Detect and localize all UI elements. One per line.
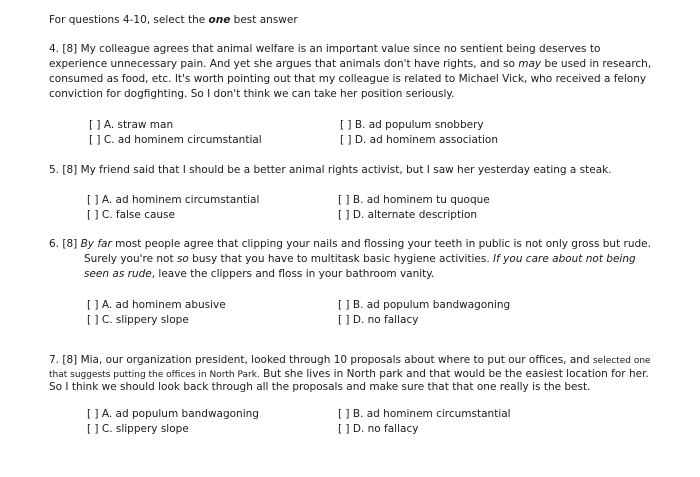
- question-5-option-a[interactable]: [ ] A. ad hominem circumstantial: [87, 194, 260, 206]
- instructions-prefix: For questions 4-10, select the: [49, 14, 209, 26]
- question-6-text: busy that you have to multitask basic hygiene activities.: [188, 253, 494, 265]
- question-4-option-b[interactable]: [ ] B. ad populum snobbery: [340, 119, 484, 131]
- question-7-option-c[interactable]: [ ] C. slippery slope: [87, 423, 189, 435]
- question-6-text: most people agree that clipping your nails and flossing your teeth in public is not only gross but rude.: [111, 238, 651, 250]
- question-5-option-b[interactable]: [ ] B. ad hominem tu quoque: [338, 194, 490, 206]
- question-4-line-3: consumed as food, etc. It's worth pointing out that my colleague is related to Michael Vick, who received a felony: [49, 73, 647, 85]
- question-6-line-1: [49, 238, 651, 251]
- question-4-option-a[interactable]: [ ] A. straw man: [89, 119, 174, 131]
- question-6-option-b[interactable]: [ ] B. ad populum bandwagoning: [338, 299, 511, 311]
- question-7-text: 7. [8] Mia, our organization president, looked through 10 proposals about where to put our offices, and: [49, 354, 593, 366]
- question-6-line-3: [84, 268, 434, 281]
- question-7-option-d[interactable]: [ ] D. no fallacy: [338, 423, 419, 435]
- question-4-text: be used in research,: [541, 58, 652, 70]
- question-6-option-a[interactable]: [ ] A. ad hominem abusive: [87, 299, 226, 311]
- question-4-text: experience unnecessary pain. And yet she argues that animals don't have rights, and so: [49, 58, 519, 70]
- question-6-option-c[interactable]: [ ] C. slippery slope: [87, 314, 189, 326]
- question-5-option-c[interactable]: [ ] C. false cause: [87, 209, 175, 221]
- question-7-small-text: that suggests putting the offices in North Park.: [49, 370, 260, 380]
- question-5-line-1: 5. [8] My friend said that I should be a better animal rights activist, but I saw her yesterday eating a steak.: [49, 164, 612, 176]
- question-7-option-a[interactable]: [ ] A. ad populum bandwagoning: [87, 408, 259, 420]
- question-7-text: But she lives in North park and that would be the easiest location for her.: [259, 368, 649, 380]
- instructions-emphasis: one: [208, 14, 231, 26]
- question-6-emphasis: so: [176, 253, 189, 265]
- question-6-emphasis: By far: [80, 238, 112, 250]
- question-6-emphasis: seen as rude: [84, 268, 152, 280]
- question-6-line-2: [84, 253, 636, 266]
- question-5-option-d[interactable]: [ ] D. alternate description: [338, 209, 478, 221]
- question-6-text: 6. [8]: [49, 238, 81, 250]
- question-7-option-b[interactable]: [ ] B. ad hominem circumstantial: [338, 408, 511, 420]
- question-7-line-2: [49, 368, 649, 382]
- question-4-option-c[interactable]: [ ] C. ad hominem circumstantial: [89, 134, 262, 146]
- instructions-suffix: best answer: [230, 14, 298, 26]
- question-4-line-1: 4. [8] My colleague agrees that animal welfare is an important value since no sentient being deserves to: [49, 43, 601, 55]
- question-6-text: , leave the clippers and floss in your bathroom vanity.: [151, 268, 435, 280]
- question-7-line-1: [49, 354, 651, 368]
- instructions: [49, 14, 298, 27]
- question-4-emphasis: may: [518, 58, 542, 70]
- question-4-option-d[interactable]: [ ] D. ad hominem association: [340, 134, 499, 146]
- question-6-emphasis: If you care about not being: [493, 253, 636, 265]
- question-7-small-text: selected one: [592, 356, 651, 366]
- question-6-option-d[interactable]: [ ] D. no fallacy: [338, 314, 419, 326]
- question-4-line-4: conviction for dogfighting. So I don't think we can take her position seriously.: [49, 88, 455, 100]
- question-4-line-2: [49, 58, 651, 71]
- question-6-text: Surely you're not: [84, 253, 177, 265]
- question-7-line-3: So I think we should look back through all the proposals and make sure that that one really is the best.: [49, 381, 591, 393]
